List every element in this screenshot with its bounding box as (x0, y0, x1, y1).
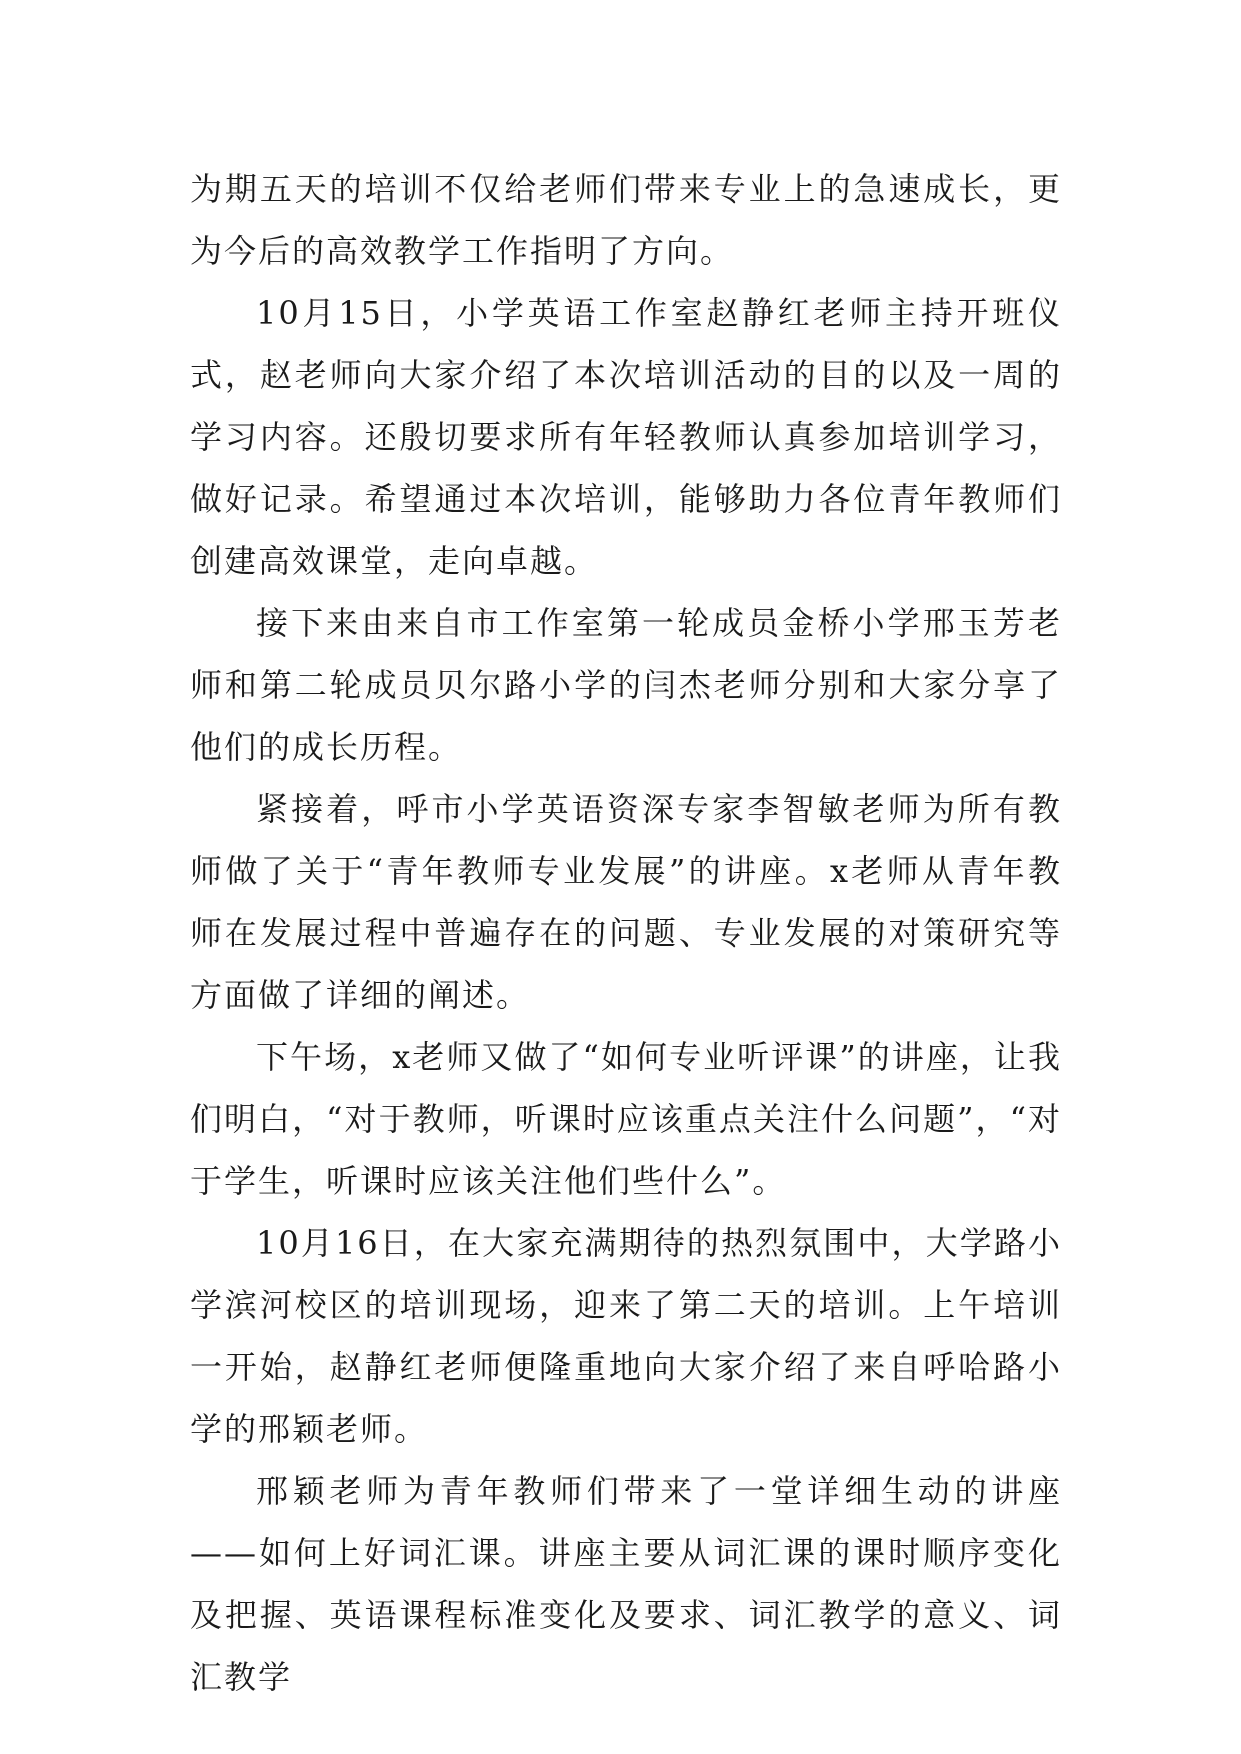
paragraph-4: 紧接着，呼市小学英语资深专家李智敏老师为所有教师做了关于“青年教师专业发展”的讲座。x老师从青年教师在发展过程中普遍存在的问题、专业发展的对策研究等方面做了详细的阐述。 (190, 790, 1062, 1014)
paragraph-5: 下午场，x老师又做了“如何专业听评课”的讲座，让我们明白，“对于教师，听课时应该重点关注什么问题”，“对于学生，听课时应该关注他们些什么”。 (190, 1038, 1062, 1200)
paragraph-1: 为期五天的培训不仅给老师们带来专业上的急速成长，更为今后的高效教学工作指明了方向。 (190, 170, 1062, 270)
paragraph-7: 邢颖老师为青年教师们带来了一堂详细生动的讲座——如何上好词汇课。讲座主要从词汇课的课时顺序变化及把握、英语课程标准变化及要求、词汇教学的意义、词汇教学 (190, 1472, 1062, 1696)
paragraph-3: 接下来由来自市工作室第一轮成员金桥小学邢玉芳老师和第二轮成员贝尔路小学的闫杰老师分别和大家分享了他们的成长历程。 (190, 604, 1062, 766)
paragraph-2: 10月15日，小学英语工作室赵静红老师主持开班仪式，赵老师向大家介绍了本次培训活动的目的以及一周的学习内容。还殷切要求所有年轻教师认真参加培训学习，做好记录。希望通过本次培训，能够助力各位青年教师们创建高效课堂，走向卓越。 (190, 294, 1062, 580)
paragraph-6: 10月16日，在大家充满期待的热烈氛围中，大学路小学滨河校区的培训现场，迎来了第二天的培训。上午培训一开始，赵静红老师便隆重地向大家介绍了来自呼哈路小学的邢颖老师。 (190, 1224, 1062, 1448)
document-body (190, 158, 1062, 1708)
